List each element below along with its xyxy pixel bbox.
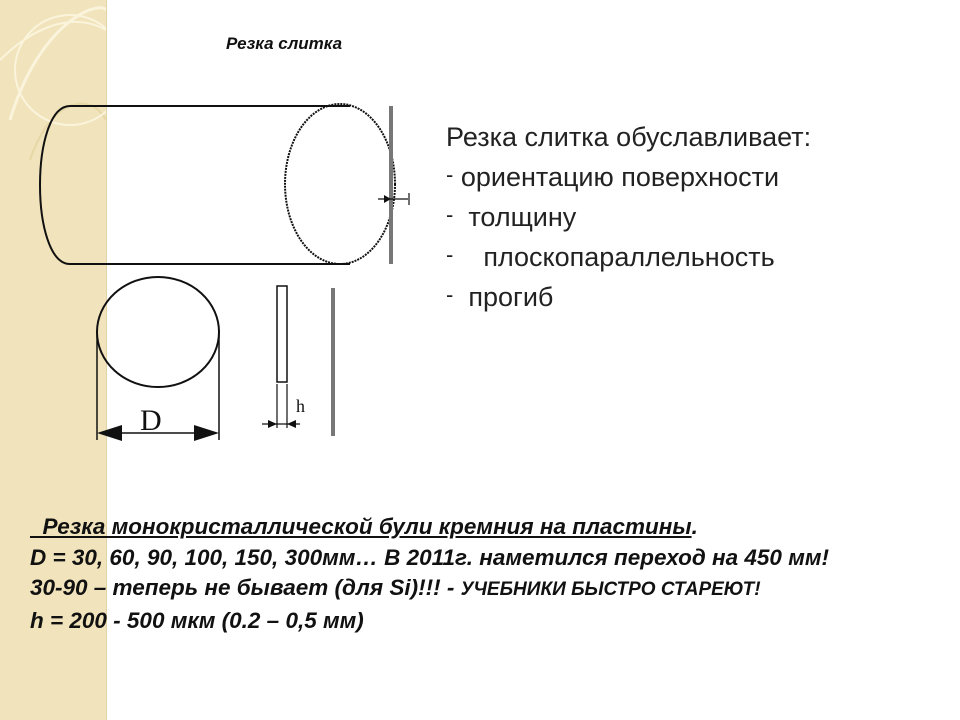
line3-caps: УЧЕБНИКИ БЫСТРО СТАРЕЮТ!	[460, 579, 761, 600]
diameter-label: D	[140, 404, 162, 437]
bottom-line-2: D = 30, 60, 90, 100, 150, 300мм… В 2011г. наметился переход на 450 мм!	[30, 544, 829, 570]
right-list	[446, 118, 811, 316]
bottom-line-3	[30, 573, 950, 606]
bottom-line-1	[30, 512, 950, 543]
list-dash: -	[446, 282, 454, 307]
line1-tail: .	[691, 514, 698, 539]
list-dash: -	[446, 202, 454, 227]
arrow-left-head	[97, 425, 122, 441]
ingot-left-end	[40, 106, 70, 264]
list-dash: -	[446, 242, 454, 267]
list-item-text: ориентацию поверхности	[460, 162, 780, 192]
list-item	[446, 236, 811, 276]
list-item-text: толщину	[468, 202, 577, 232]
wafer-face	[97, 277, 219, 387]
line1-underlined: Резка монокристаллической були кремния на пластины	[42, 514, 692, 539]
list-item	[446, 196, 811, 236]
line3-main: 30-90 – теперь не бывает (для Si)!!! -	[30, 575, 461, 600]
slide-title: Резка слитка	[226, 34, 343, 53]
line1-lead	[30, 514, 43, 539]
list-item	[446, 156, 811, 196]
thickness-label: h	[296, 396, 305, 416]
ingot-right-face	[285, 104, 395, 264]
list-dash: -	[446, 162, 454, 187]
bottom-line-4: h = 200 - 500 мкм (0.2 – 0,5 мм)	[30, 607, 364, 633]
list-item-text: прогиб	[468, 282, 554, 312]
right-list-heading: Резка слитка обуславливает:	[446, 122, 812, 152]
list-item	[446, 276, 811, 316]
wafer-side	[277, 286, 287, 382]
bottom-text-block	[30, 512, 950, 636]
list-item-text: плоскопараллельность	[483, 242, 775, 272]
arrow-right-head	[194, 425, 219, 441]
